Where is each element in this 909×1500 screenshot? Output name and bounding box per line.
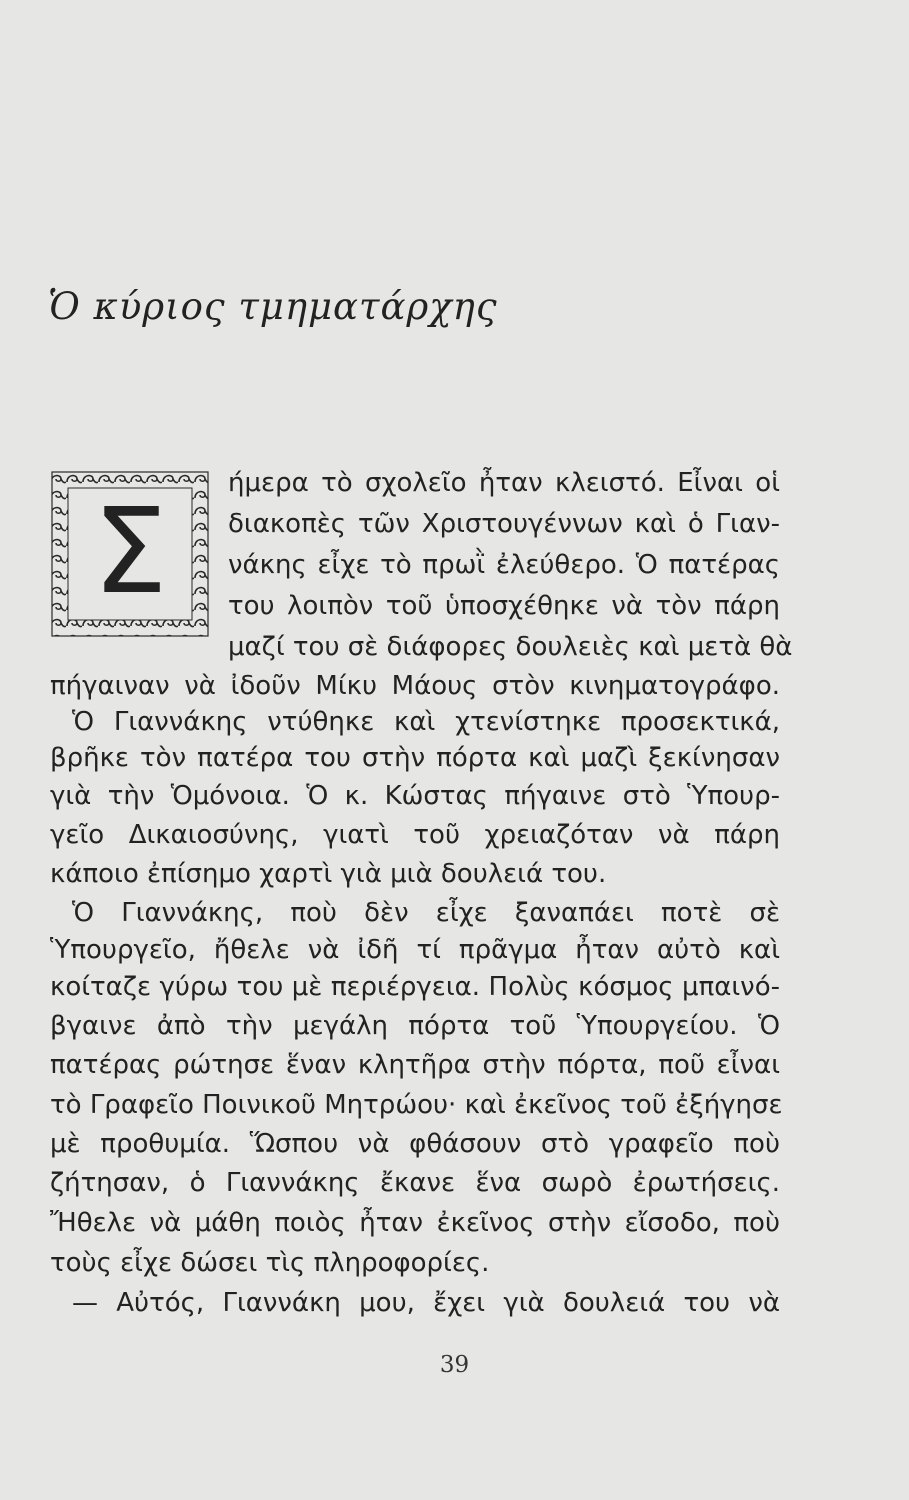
text-line: μὲ προθυμία. Ὥσπου νὰ φθάσουν στὸ γραφεῖο ποὺ — [50, 1129, 780, 1159]
text-line: Ἤθελε νὰ μάθη ποιὸς ἦταν ἐκεῖνος στὴν εἴσοδο, ποὺ — [50, 1208, 780, 1238]
text-line: διακοπὲς τῶν Χριστουγέννων καὶ ὁ Γιαν- — [228, 509, 780, 539]
text-line: ήμερα τὸ σχολεῖο ἦταν κλειστό. Εἶναι οἱ — [228, 468, 780, 498]
text-line: Ὑπουργεῖο, ἤθελε νὰ ἰδῆ τί πρᾶγμα ἦταν αὐτὸ καὶ — [50, 935, 780, 965]
page-number: 39 — [439, 1352, 470, 1378]
text-line: ζήτησαν, ὁ Γιαννάκης ἔκανε ἕνα σωρὸ ἐρωτήσεις. — [50, 1168, 780, 1198]
text-line: κοίταζε γύρω του μὲ περιέργεια. Πολὺς κόσμος μπαινό- — [50, 972, 780, 1002]
text-line: τὸ Γραφεῖο Ποινικοῦ Μητρώου· καὶ ἐκεῖνος τοῦ ἐξήγησε — [50, 1090, 783, 1120]
text-line: γιὰ τὴν Ὁμόνοια. Ὁ κ. Κώστας πήγαινε στὸ Ὑπουρ- — [50, 781, 780, 811]
decorative-initial — [50, 470, 210, 638]
text-line: τοὺς εἶχε δώσει τὶς πληροφορίες. — [50, 1248, 490, 1278]
text-line: Ὁ Γιαννάκης, ποὺ δὲν εἶχε ξαναπάει ποτὲ σὲ — [72, 898, 780, 928]
text-line: — Αὐτός, Γιαννάκη μου, ἔχει γιὰ δουλειά του νὰ — [72, 1288, 780, 1318]
text-line: πήγαιναν νὰ ἰδοῦν Μίκυ Μάους στὸν κινηματογράφο. — [50, 671, 780, 701]
text-line: κάποιο ἐπίσημο χαρτὶ γιὰ μιὰ δουλειά του. — [50, 859, 607, 889]
text-line: βρῆκε τὸν πατέρα του στὴν πόρτα καὶ μαζὶ ξεκίνησαν — [50, 743, 780, 773]
chapter-title: Ὁ κύριος τμηματάρχης — [48, 285, 498, 328]
text-line: νάκης εἶχε τὸ πρωῒ ἐλεύθερο. Ὁ πατέρας — [228, 550, 780, 580]
text-line: Ὁ Γιαννάκης ντύθηκε καὶ χτενίστηκε προσεκτικά, — [72, 707, 780, 737]
dropcap-letter: Σ — [92, 482, 168, 620]
text-line: βγαινε ἀπὸ τὴν μεγάλη πόρτα τοῦ Ὑπουργείου. Ὁ — [50, 1011, 780, 1041]
text-line: μαζί του σὲ διάφορες δουλειὲς καὶ μετὰ θὰ — [228, 632, 793, 662]
text-line: πατέρας ρώτησε ἕναν κλητῆρα στὴν πόρτα, ποῦ εἶναι — [50, 1050, 780, 1080]
text-line: γεῖο Δικαιοσύνης, γιατὶ τοῦ χρειαζόταν νὰ πάρη — [50, 820, 780, 850]
text-line: του λοιπὸν τοῦ ὑποσχέθηκε νὰ τὸν πάρη — [228, 591, 780, 621]
